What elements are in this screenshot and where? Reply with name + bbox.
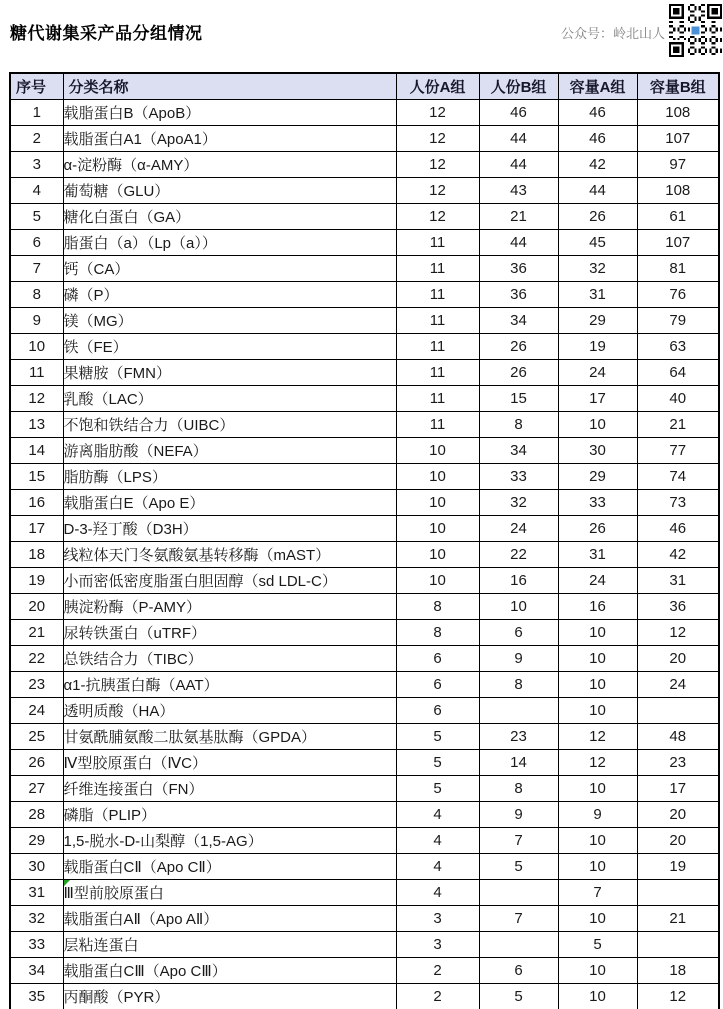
cell-portion-b	[479, 932, 558, 958]
table-row	[10, 204, 719, 230]
table-row	[10, 438, 719, 464]
cell-no: 3	[10, 152, 63, 178]
cell-name: 糖化白蛋白（GA）	[63, 204, 396, 230]
cell-portion-b: 24	[479, 516, 558, 542]
table-row	[10, 828, 719, 854]
cell-volume-b: 20	[637, 646, 719, 672]
cell-volume-b: 21	[637, 906, 719, 932]
cell-volume-a: 29	[558, 308, 637, 334]
cell-volume-b: 17	[637, 776, 719, 802]
cell-volume-a: 32	[558, 256, 637, 282]
cell-portion-b: 5	[479, 984, 558, 1009]
table-header	[10, 73, 719, 100]
table-row	[10, 412, 719, 438]
table-row	[10, 152, 719, 178]
cell-no: 12	[10, 386, 63, 412]
wechat-account-label: 公众号：岭北山人	[560, 26, 665, 41]
cell-portion-a: 12	[396, 126, 479, 152]
cell-volume-b: 74	[637, 464, 719, 490]
cell-no: 15	[10, 464, 63, 490]
cell-no: 10	[10, 334, 63, 360]
cell-volume-a: 42	[558, 152, 637, 178]
cell-portion-a: 12	[396, 100, 479, 126]
cell-volume-b: 12	[637, 984, 719, 1009]
cell-name: 葡萄糖（GLU）	[63, 178, 396, 204]
cell-name: 甘氨酰脯氨酸二肽氨基肽酶（GPDA）	[63, 724, 396, 750]
cell-portion-a: 4	[396, 802, 479, 828]
cell-volume-a: 45	[558, 230, 637, 256]
cell-no: 13	[10, 412, 63, 438]
cell-volume-b: 108	[637, 178, 719, 204]
cell-portion-a: 11	[396, 334, 479, 360]
cell-no: 21	[10, 620, 63, 646]
cell-no: 8	[10, 282, 63, 308]
cell-portion-b: 8	[479, 672, 558, 698]
cell-portion-b: 5	[479, 854, 558, 880]
cell-volume-b: 77	[637, 438, 719, 464]
table-row	[10, 256, 719, 282]
cell-volume-a: 10	[558, 776, 637, 802]
table-row	[10, 958, 719, 984]
table-row	[10, 542, 719, 568]
cell-portion-a: 5	[396, 750, 479, 776]
table-row	[10, 698, 719, 724]
cell-portion-a: 11	[396, 256, 479, 282]
cell-no: 24	[10, 698, 63, 724]
cell-portion-a: 4	[396, 854, 479, 880]
cell-volume-b: 42	[637, 542, 719, 568]
cell-name: D-3-羟丁酸（D3H）	[63, 516, 396, 542]
cell-volume-b: 73	[637, 490, 719, 516]
cell-portion-a: 11	[396, 308, 479, 334]
table-row	[10, 672, 719, 698]
cell-volume-b	[637, 880, 719, 906]
cell-volume-a: 10	[558, 854, 637, 880]
page-title: 糖代谢集采产品分组情况	[10, 24, 203, 43]
cell-volume-a: 30	[558, 438, 637, 464]
cell-portion-b: 7	[479, 828, 558, 854]
cell-portion-a: 10	[396, 568, 479, 594]
cell-portion-b: 46	[479, 100, 558, 126]
cell-no: 31	[10, 880, 63, 906]
cell-volume-a: 29	[558, 464, 637, 490]
cell-portion-b: 26	[479, 334, 558, 360]
cell-portion-b: 36	[479, 256, 558, 282]
cell-volume-b: 107	[637, 230, 719, 256]
cell-volume-a: 5	[558, 932, 637, 958]
cell-portion-b: 15	[479, 386, 558, 412]
cell-volume-b: 79	[637, 308, 719, 334]
cell-no: 26	[10, 750, 63, 776]
table-row	[10, 178, 719, 204]
cell-name: 载脂蛋白CⅡ（Apo CⅡ）	[63, 854, 396, 880]
cell-name: 脂蛋白（a）（Lp（a））	[63, 230, 396, 256]
cell-portion-b: 6	[479, 620, 558, 646]
table-row	[10, 594, 719, 620]
table-row	[10, 126, 719, 152]
cell-volume-b	[637, 698, 719, 724]
cell-portion-b: 16	[479, 568, 558, 594]
cell-no: 9	[10, 308, 63, 334]
table-body	[10, 100, 719, 1009]
table-row	[10, 932, 719, 958]
cell-name: 丙酮酸（PYR）	[63, 984, 396, 1009]
cell-portion-a: 4	[396, 880, 479, 906]
cell-volume-a: 9	[558, 802, 637, 828]
cell-portion-a: 8	[396, 594, 479, 620]
cell-no: 19	[10, 568, 63, 594]
cell-portion-a: 11	[396, 412, 479, 438]
cell-portion-a: 2	[396, 958, 479, 984]
cell-portion-a: 5	[396, 724, 479, 750]
cell-portion-b: 34	[479, 308, 558, 334]
table-row	[10, 100, 719, 126]
cell-portion-b: 33	[479, 464, 558, 490]
cell-portion-a: 10	[396, 516, 479, 542]
cell-portion-a: 10	[396, 542, 479, 568]
table-row	[10, 464, 719, 490]
cell-no: 6	[10, 230, 63, 256]
cell-portion-b: 7	[479, 906, 558, 932]
cell-portion-a: 4	[396, 828, 479, 854]
cell-name: 小而密低密度脂蛋白胆固醇（sd LDL-C）	[63, 568, 396, 594]
cell-name: 钙（CA）	[63, 256, 396, 282]
table-row	[10, 516, 719, 542]
cell-volume-b: 61	[637, 204, 719, 230]
cell-volume-b: 36	[637, 594, 719, 620]
cell-no: 4	[10, 178, 63, 204]
cell-name: 载脂蛋白B（ApoB）	[63, 100, 396, 126]
cell-volume-a: 46	[558, 126, 637, 152]
cell-portion-a: 3	[396, 932, 479, 958]
cell-portion-b: 44	[479, 152, 558, 178]
table-row	[10, 360, 719, 386]
cell-portion-b: 8	[479, 776, 558, 802]
cell-name: 载脂蛋白CⅢ（Apo CⅢ）	[63, 958, 396, 984]
cell-portion-b: 8	[479, 412, 558, 438]
cell-volume-a: 31	[558, 542, 637, 568]
cell-name: 铁（FE）	[63, 334, 396, 360]
cell-name: 游离脂肪酸（NEFA）	[63, 438, 396, 464]
cell-name: Ⅳ型胶原蛋白（ⅣC）	[63, 750, 396, 776]
cell-volume-a: 16	[558, 594, 637, 620]
col-header-no: 序号	[10, 73, 63, 100]
cell-volume-b: 64	[637, 360, 719, 386]
cell-no: 25	[10, 724, 63, 750]
cell-no: 16	[10, 490, 63, 516]
cell-no: 11	[10, 360, 63, 386]
cell-no: 1	[10, 100, 63, 126]
cell-volume-b: 97	[637, 152, 719, 178]
cell-name: 总铁结合力（TIBC）	[63, 646, 396, 672]
cell-portion-a: 12	[396, 178, 479, 204]
cell-volume-b: 19	[637, 854, 719, 880]
cell-volume-a: 12	[558, 750, 637, 776]
cell-name: 磷脂（PLIP）	[63, 802, 396, 828]
cell-portion-a: 2	[396, 984, 479, 1009]
cell-portion-b: 43	[479, 178, 558, 204]
cell-portion-b: 32	[479, 490, 558, 516]
cell-portion-b	[479, 880, 558, 906]
cell-portion-b: 9	[479, 646, 558, 672]
cell-no: 18	[10, 542, 63, 568]
cell-portion-a: 3	[396, 906, 479, 932]
cell-portion-b: 44	[479, 126, 558, 152]
cell-no: 23	[10, 672, 63, 698]
cell-volume-a: 10	[558, 828, 637, 854]
cell-name: 纤维连接蛋白（FN）	[63, 776, 396, 802]
table-row	[10, 854, 719, 880]
cell-volume-b: 20	[637, 802, 719, 828]
cell-name: α1-抗胰蛋白酶（AAT）	[63, 672, 396, 698]
cell-volume-a: 10	[558, 620, 637, 646]
cell-portion-b: 22	[479, 542, 558, 568]
cell-volume-a: 24	[558, 360, 637, 386]
cell-name: 乳酸（LAC）	[63, 386, 396, 412]
table-row	[10, 906, 719, 932]
cell-portion-a: 6	[396, 698, 479, 724]
cell-volume-a: 10	[558, 412, 637, 438]
cell-volume-a: 26	[558, 516, 637, 542]
cell-portion-a: 5	[396, 776, 479, 802]
cell-no: 20	[10, 594, 63, 620]
cell-volume-b: 24	[637, 672, 719, 698]
cell-portion-a: 12	[396, 152, 479, 178]
cell-volume-a: 10	[558, 984, 637, 1009]
cell-name: 载脂蛋白A1（ApoA1）	[63, 126, 396, 152]
cell-name: 线粒体天门冬氨酸氨基转移酶（mAST）	[63, 542, 396, 568]
table-row	[10, 282, 719, 308]
cell-no: 28	[10, 802, 63, 828]
cell-no: 5	[10, 204, 63, 230]
table-row	[10, 568, 719, 594]
cell-volume-a: 10	[558, 958, 637, 984]
cell-volume-b: 63	[637, 334, 719, 360]
cell-portion-a: 11	[396, 386, 479, 412]
cell-volume-b: 20	[637, 828, 719, 854]
qr-code-icon	[669, 4, 722, 57]
cell-volume-a: 33	[558, 490, 637, 516]
cell-no: 17	[10, 516, 63, 542]
cell-no: 22	[10, 646, 63, 672]
cell-portion-a: 6	[396, 672, 479, 698]
cell-volume-b: 18	[637, 958, 719, 984]
cell-name: 尿转铁蛋白（uTRF）	[63, 620, 396, 646]
cell-volume-b: 21	[637, 412, 719, 438]
cell-portion-a: 11	[396, 282, 479, 308]
cell-name: 载脂蛋白AⅡ（Apo AⅡ）	[63, 906, 396, 932]
cell-no: 30	[10, 854, 63, 880]
cell-volume-a: 17	[558, 386, 637, 412]
cell-no: 14	[10, 438, 63, 464]
cell-volume-a: 26	[558, 204, 637, 230]
cell-portion-a: 10	[396, 438, 479, 464]
cell-name: 胰淀粉酶（P-AMY）	[63, 594, 396, 620]
cell-portion-a: 11	[396, 230, 479, 256]
cell-portion-b: 21	[479, 204, 558, 230]
cell-volume-a: 19	[558, 334, 637, 360]
cell-name: 磷（P）	[63, 282, 396, 308]
cell-volume-a: 24	[558, 568, 637, 594]
cell-no: 33	[10, 932, 63, 958]
cell-volume-b: 31	[637, 568, 719, 594]
cell-portion-b: 44	[479, 230, 558, 256]
cell-volume-a: 44	[558, 178, 637, 204]
cell-no: 7	[10, 256, 63, 282]
cell-volume-a: 10	[558, 906, 637, 932]
cell-volume-a: 10	[558, 698, 637, 724]
cell-volume-a: 7	[558, 880, 637, 906]
cell-no: 27	[10, 776, 63, 802]
cell-portion-a: 12	[396, 204, 479, 230]
cell-volume-b: 46	[637, 516, 719, 542]
cell-portion-b	[479, 698, 558, 724]
cell-flag-icon	[64, 880, 70, 886]
cell-no: 34	[10, 958, 63, 984]
cell-portion-b: 23	[479, 724, 558, 750]
cell-name: 1,5-脱水-D-山梨醇（1,5-AG）	[63, 828, 396, 854]
cell-volume-b: 76	[637, 282, 719, 308]
cell-portion-b: 26	[479, 360, 558, 386]
cell-name: 载脂蛋白E（Apo E）	[63, 490, 396, 516]
table-row	[10, 490, 719, 516]
cell-no: 35	[10, 984, 63, 1009]
cell-volume-a: 31	[558, 282, 637, 308]
cell-volume-b	[637, 932, 719, 958]
cell-volume-a: 10	[558, 646, 637, 672]
table-row	[10, 386, 719, 412]
table-row	[10, 230, 719, 256]
cell-name: 透明质酸（HA）	[63, 698, 396, 724]
table-row	[10, 334, 719, 360]
cell-volume-a: 46	[558, 100, 637, 126]
cell-name: 脂肪酶（LPS）	[63, 464, 396, 490]
col-header-portion-b: 人份B组	[479, 73, 558, 100]
col-header-volume-a: 容量A组	[558, 73, 637, 100]
cell-portion-a: 10	[396, 464, 479, 490]
table-row	[10, 802, 719, 828]
col-header-name: 分类名称	[63, 73, 396, 100]
table-row	[10, 880, 719, 906]
cell-portion-b: 34	[479, 438, 558, 464]
table-row	[10, 646, 719, 672]
cell-volume-a: 12	[558, 724, 637, 750]
cell-name: 果糖胺（FMN）	[63, 360, 396, 386]
cell-portion-b: 36	[479, 282, 558, 308]
cell-volume-b: 12	[637, 620, 719, 646]
cell-name: α-淀粉酶（α-AMY）	[63, 152, 396, 178]
cell-portion-a: 11	[396, 360, 479, 386]
cell-volume-b: 23	[637, 750, 719, 776]
table-row	[10, 620, 719, 646]
cell-portion-a: 6	[396, 646, 479, 672]
cell-portion-a: 10	[396, 490, 479, 516]
cell-portion-b: 14	[479, 750, 558, 776]
cell-no: 32	[10, 906, 63, 932]
cell-volume-a: 10	[558, 672, 637, 698]
cell-volume-b: 81	[637, 256, 719, 282]
cell-name: 层粘连蛋白	[63, 932, 396, 958]
table-row	[10, 984, 719, 1009]
cell-portion-b: 10	[479, 594, 558, 620]
cell-portion-b: 9	[479, 802, 558, 828]
table-row	[10, 724, 719, 750]
cell-name: 不饱和铁结合力（UIBC）	[63, 412, 396, 438]
col-header-portion-a: 人份A组	[396, 73, 479, 100]
cell-volume-b: 48	[637, 724, 719, 750]
table-row	[10, 308, 719, 334]
cell-name: 镁（MG）	[63, 308, 396, 334]
table-row	[10, 750, 719, 776]
cell-volume-b: 40	[637, 386, 719, 412]
cell-no: 2	[10, 126, 63, 152]
cell-portion-a: 8	[396, 620, 479, 646]
cell-name: Ⅲ型前胶原蛋白	[63, 880, 396, 906]
product-table	[9, 72, 720, 1009]
cell-volume-b: 108	[637, 100, 719, 126]
cell-portion-b: 6	[479, 958, 558, 984]
table-row	[10, 776, 719, 802]
cell-no: 29	[10, 828, 63, 854]
col-header-volume-b: 容量B组	[637, 73, 719, 100]
cell-volume-b: 107	[637, 126, 719, 152]
